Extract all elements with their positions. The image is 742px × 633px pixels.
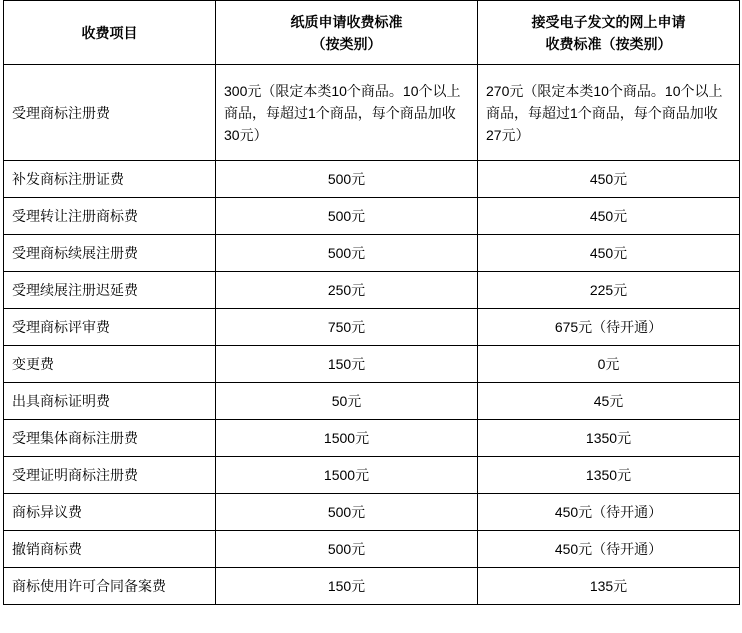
paper-fee-value: 1500元 bbox=[216, 420, 478, 457]
column-header-paper bbox=[216, 1, 478, 65]
column-header-item bbox=[4, 1, 216, 65]
online-fee-value: 450元（待开通） bbox=[478, 531, 740, 568]
table-row bbox=[4, 198, 740, 235]
online-fee-value: 45元 bbox=[478, 383, 740, 420]
table-row bbox=[4, 383, 740, 420]
online-fee-value: 225元 bbox=[478, 272, 740, 309]
table-row bbox=[4, 531, 740, 568]
table-row bbox=[4, 235, 740, 272]
online-fee-value: 1350元 bbox=[478, 457, 740, 494]
paper-fee-value: 50元 bbox=[216, 383, 478, 420]
column-header-online-line-1: 接受电子发文的网上申请 bbox=[531, 13, 686, 30]
paper-fee-value: 500元 bbox=[216, 494, 478, 531]
fee-item-name: 出具商标证明费 bbox=[4, 383, 216, 420]
paper-fee-value: 500元 bbox=[216, 161, 478, 198]
table-row bbox=[4, 272, 740, 309]
column-header-online-line-2: 收费标准（按类别） bbox=[545, 35, 672, 52]
paper-fee-value: 750元 bbox=[216, 309, 478, 346]
online-fee-value: 675元（待开通） bbox=[478, 309, 740, 346]
paper-fee-value: 500元 bbox=[216, 235, 478, 272]
column-header-online bbox=[478, 1, 740, 65]
online-fee-value: 450元 bbox=[478, 161, 740, 198]
trademark-fee-table bbox=[3, 0, 740, 605]
table-row bbox=[4, 346, 740, 383]
fee-item-name: 受理续展注册迟延费 bbox=[4, 272, 216, 309]
table-header bbox=[4, 1, 740, 65]
table-row bbox=[4, 568, 740, 605]
table-body bbox=[4, 65, 740, 605]
online-fee-value: 1350元 bbox=[478, 420, 740, 457]
fee-item-name: 商标使用许可合同备案费 bbox=[4, 568, 216, 605]
fee-item-name: 补发商标注册证费 bbox=[4, 161, 216, 198]
paper-fee-value: 500元 bbox=[216, 198, 478, 235]
column-header-paper-line-1: 纸质申请收费标准 bbox=[290, 13, 403, 30]
paper-fee-value: 300元（限定本类10个商品。10个以上商品，每超过1个商品，每个商品加收30元） bbox=[216, 65, 478, 161]
online-fee-value: 450元 bbox=[478, 198, 740, 235]
online-fee-value: 270元（限定本类10个商品。10个以上商品，每超过1个商品，每个商品加收27元） bbox=[478, 65, 740, 161]
header-row bbox=[4, 1, 740, 65]
fee-item-name: 受理集体商标注册费 bbox=[4, 420, 216, 457]
table-row bbox=[4, 494, 740, 531]
online-fee-value: 450元 bbox=[478, 235, 740, 272]
table-row bbox=[4, 309, 740, 346]
online-fee-value: 0元 bbox=[478, 346, 740, 383]
paper-fee-value: 1500元 bbox=[216, 457, 478, 494]
fee-item-name: 受理商标续展注册费 bbox=[4, 235, 216, 272]
fee-item-name: 撤销商标费 bbox=[4, 531, 216, 568]
table-row bbox=[4, 161, 740, 198]
paper-fee-value: 500元 bbox=[216, 531, 478, 568]
column-header-item-line-1: 收费项目 bbox=[81, 24, 138, 41]
fee-item-name: 受理商标评审费 bbox=[4, 309, 216, 346]
online-fee-value: 450元（待开通） bbox=[478, 494, 740, 531]
fee-item-name: 商标异议费 bbox=[4, 494, 216, 531]
fee-item-name: 受理商标注册费 bbox=[4, 65, 216, 161]
column-header-paper-line-2: （按类别） bbox=[311, 35, 382, 52]
table-row bbox=[4, 65, 740, 161]
table-row bbox=[4, 457, 740, 494]
table-row bbox=[4, 420, 740, 457]
fee-item-name: 受理证明商标注册费 bbox=[4, 457, 216, 494]
paper-fee-value: 150元 bbox=[216, 568, 478, 605]
online-fee-value: 135元 bbox=[478, 568, 740, 605]
paper-fee-value: 250元 bbox=[216, 272, 478, 309]
fee-item-name: 受理转让注册商标费 bbox=[4, 198, 216, 235]
paper-fee-value: 150元 bbox=[216, 346, 478, 383]
fee-item-name: 变更费 bbox=[4, 346, 216, 383]
